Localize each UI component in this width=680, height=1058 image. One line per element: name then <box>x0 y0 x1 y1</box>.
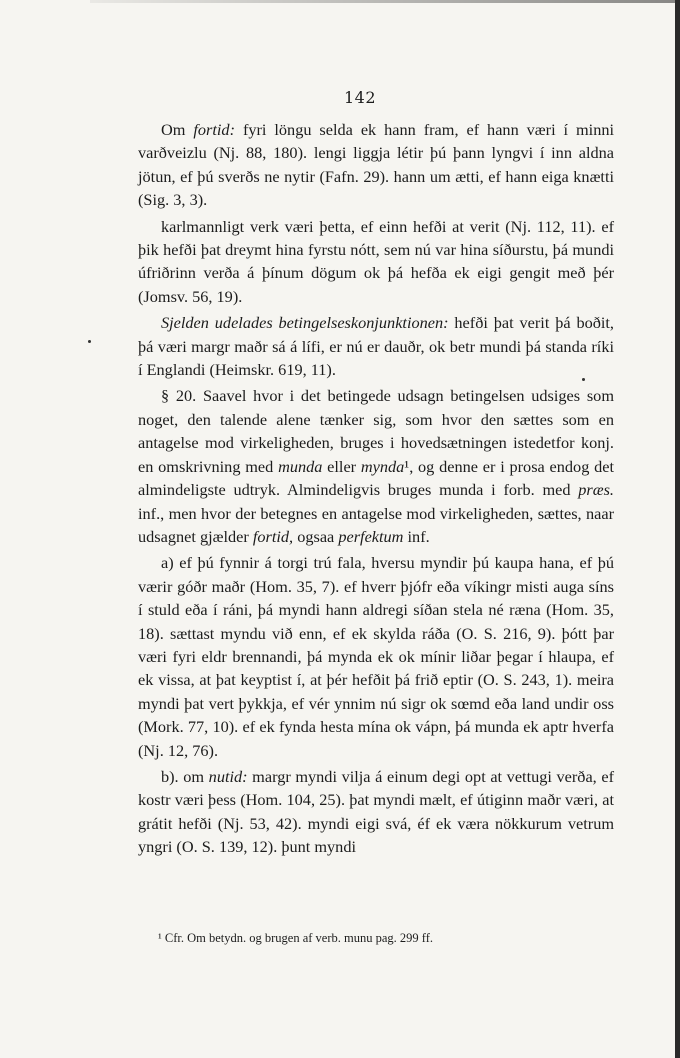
text-segment: § 20. Saavel hvor i det betingede udsagn betingelsen udsiges som noget, den talende alene tænker sig, som hvor den sættes som en antagelse mod virkeligheden, bruges i hovedsætningen istedetfor konj. en omskrivning med <box>138 386 614 476</box>
page-number: 142 <box>343 88 377 107</box>
body-text <box>138 118 614 862</box>
text-segment: Om <box>161 120 194 139</box>
text-segment: inf., men hvor der betegnes en antagelse mod virkeligheden, sættes, naar udsagnet gjælder <box>138 503 614 546</box>
paragraph <box>138 765 614 859</box>
text-segment: inf. <box>403 526 430 546</box>
text-segment: fyri löngu selda ek hann fram, ef hann væri í minni varðveizlu (Nj. 88, 180). lengi liggja létir þú þann lyngvi í inn aldna jötun, ef þú sverðs ne nytir (Fafn. 29). hann um ætti, ef hann eiga knætti (Sig. 3, 3). <box>138 120 614 210</box>
paragraph <box>138 118 614 212</box>
text-segment: hefði þat verit þá boðit, þá væri margr maðr sá á lífi, er nú er dauðr, ok betr mundi þá standa ríki í Englandi (Heimskr. 619, 11). <box>138 313 615 380</box>
italic-segment: munda <box>278 456 323 476</box>
italic-segment: perfektum <box>338 526 404 546</box>
italic-segment: Sjelden udelades betingelseskonjunktionen: <box>161 313 449 333</box>
italic-segment: fortid: <box>193 120 235 139</box>
text-segment: a) ef þú fynnir á torgi trú fala, hversu myndir þú kaupa hana, ef þú værir góðr maðr (Hom. 35, 7). ef hverr þjófr eða víkingr misti auga síns í stuld eða í ráni, þá myndi hann aldregi síðan stela né ræna (Hom. 35, 18). sættast myndu við enn, ef ek skylda ráða (O. S. 216, 9). þótt þar væri fyri eldr brennandi, þá mynda ek ok mínir liðar þegar í hlaupa, ef ek vissa, at þat keyptist í, at þér hefðit þá frið eptir (O. S. 243, 1). meira myndi þat vert þykkja, ef vér ynnim nú sigr ok sœmd eða land undir oss (Mork. 77, 10). ef ek fynda hesta mína ok vápn, þá munda ek aptr hverfa (Nj. 12, 76). <box>138 553 614 760</box>
text-segment: ogsaa <box>293 526 339 546</box>
footnote-marker: ¹ <box>404 456 410 476</box>
text-segment: , og denne er i prosa endog det almindeligste udtryk. Almindeligvis bruges munda i forb. med <box>138 456 615 500</box>
text-segment: margr myndi vilja á einum degi opt at vettugi verða, ef kostr væri þess (Hom. 104, 25). þat myndi mælt, ef útiginn maðr væri, at grátit hefði (Nj. 53, 42). myndi eigi svá, éf ek væra nökkurum vetrum yngri (O. S. 139, 12). þunt myndi <box>138 766 614 857</box>
italic-segment: mynda <box>360 456 405 476</box>
paragraph <box>138 215 614 309</box>
text-segment: karlmannligt verk væri þetta, ef einn hefði at verit (Nj. 112, 11). ef þik hefði þat dreymt hina fyrstu nótt, sem nú var hina síðurstu, þá mundi úfriðrinn verða á þínum dögum ok þá hefða ek eigi gengit með þér (Jomsv. 56, 19). <box>138 216 614 306</box>
italic-segment: fortid, <box>252 526 294 546</box>
paragraph <box>138 551 614 762</box>
paragraph <box>138 311 614 381</box>
text-segment: eller <box>322 456 361 476</box>
footnote: ¹ Cfr. Om betydn. og brugen af verb. munu pag. 299 ff. <box>158 931 433 945</box>
italic-segment: nutid: <box>208 766 248 786</box>
text-segment: b). om <box>161 766 209 786</box>
italic-segment: præs. <box>578 480 614 500</box>
scan-edge-right <box>675 0 680 1058</box>
paragraph <box>138 384 614 548</box>
